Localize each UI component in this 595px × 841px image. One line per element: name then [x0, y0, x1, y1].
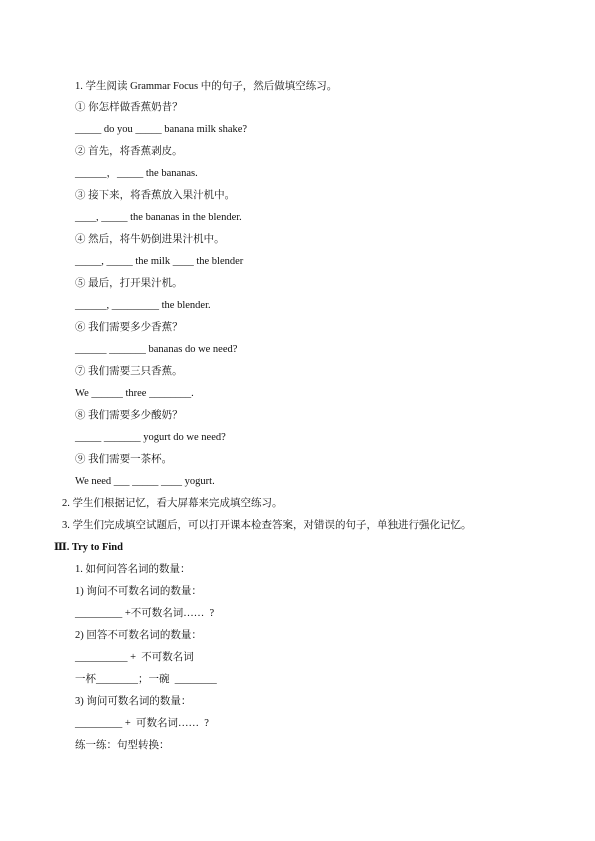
section-heading: Ⅲ. Try to Find — [54, 542, 123, 553]
exercise-9-chinese: ⑨ 我们需要一茶杯。 — [75, 454, 173, 465]
exercise-5-english: ______, _________ the blender. — [75, 300, 211, 311]
find-sub-2-blank: __________ + 不可数名词 — [75, 652, 194, 663]
exercise-1-chinese: ① 你怎样做香蕉奶昔？ — [75, 102, 183, 113]
find-sub-3: 3) 询问可数名词的数量： — [75, 696, 192, 707]
exercise-3-chinese: ③ 接下来，将香蕉放入果汁机中。 — [75, 190, 236, 201]
exercise-9-english: We need ___ _____ ____ yogurt. — [75, 476, 215, 487]
exercise-7-english: We ______ three ________. — [75, 388, 194, 399]
exercise-2-chinese: ② 首先，将香蕉剥皮。 — [75, 146, 183, 157]
instruction-item-2: 2. 学生们根据记忆，看大屏幕来完成填空练习。 — [62, 498, 283, 509]
find-sub-3-blank: _________ + 可数名词…… ? — [75, 718, 209, 729]
find-sub-1: 1) 询问不可数名词的数量： — [75, 586, 202, 597]
exercise-8-english: _____ _______ yogurt do we need? — [75, 432, 226, 443]
exercise-6-chinese: ⑥ 我们需要多少香蕉？ — [75, 322, 183, 333]
practice-label: 练一练：句型转换： — [75, 740, 170, 751]
find-sub-1-blank: _________ +不可数名词…… ? — [75, 608, 215, 619]
exercise-5-chinese: ⑤ 最后，打开果汁机。 — [75, 278, 183, 289]
instruction-item-1: 1. 学生阅读 Grammar Focus 中的句子，然后做填空练习。 — [75, 81, 338, 92]
find-sub-2: 2) 回答不可数名词的数量： — [75, 630, 202, 641]
exercise-1-english: _____ do you _____ banana milk shake? — [75, 124, 248, 135]
exercise-2-english: ______，_____ the bananas. — [75, 168, 198, 179]
exercise-4-english: _____, _____ the milk ____ the blender — [75, 256, 244, 267]
exercise-7-chinese: ⑦ 我们需要三只香蕉。 — [75, 366, 183, 377]
instruction-item-3: 3. 学生们完成填空试题后，可以打开课本检查答案，对错误的句子，单独进行强化记忆。 — [62, 520, 472, 531]
find-sub-2-examples: 一杯________；一碗 ________ — [75, 674, 217, 685]
exercise-8-chinese: ⑧ 我们需要多少酸奶？ — [75, 410, 183, 421]
find-item-1: 1. 如何问答名词的数量： — [75, 564, 191, 575]
exercise-6-english: ______ _______ bananas do we need? — [75, 344, 238, 355]
exercise-4-chinese: ④ 然后，将牛奶倒进果汁机中。 — [75, 234, 225, 245]
exercise-3-english: ____, _____ the bananas in the blender. — [75, 212, 242, 223]
